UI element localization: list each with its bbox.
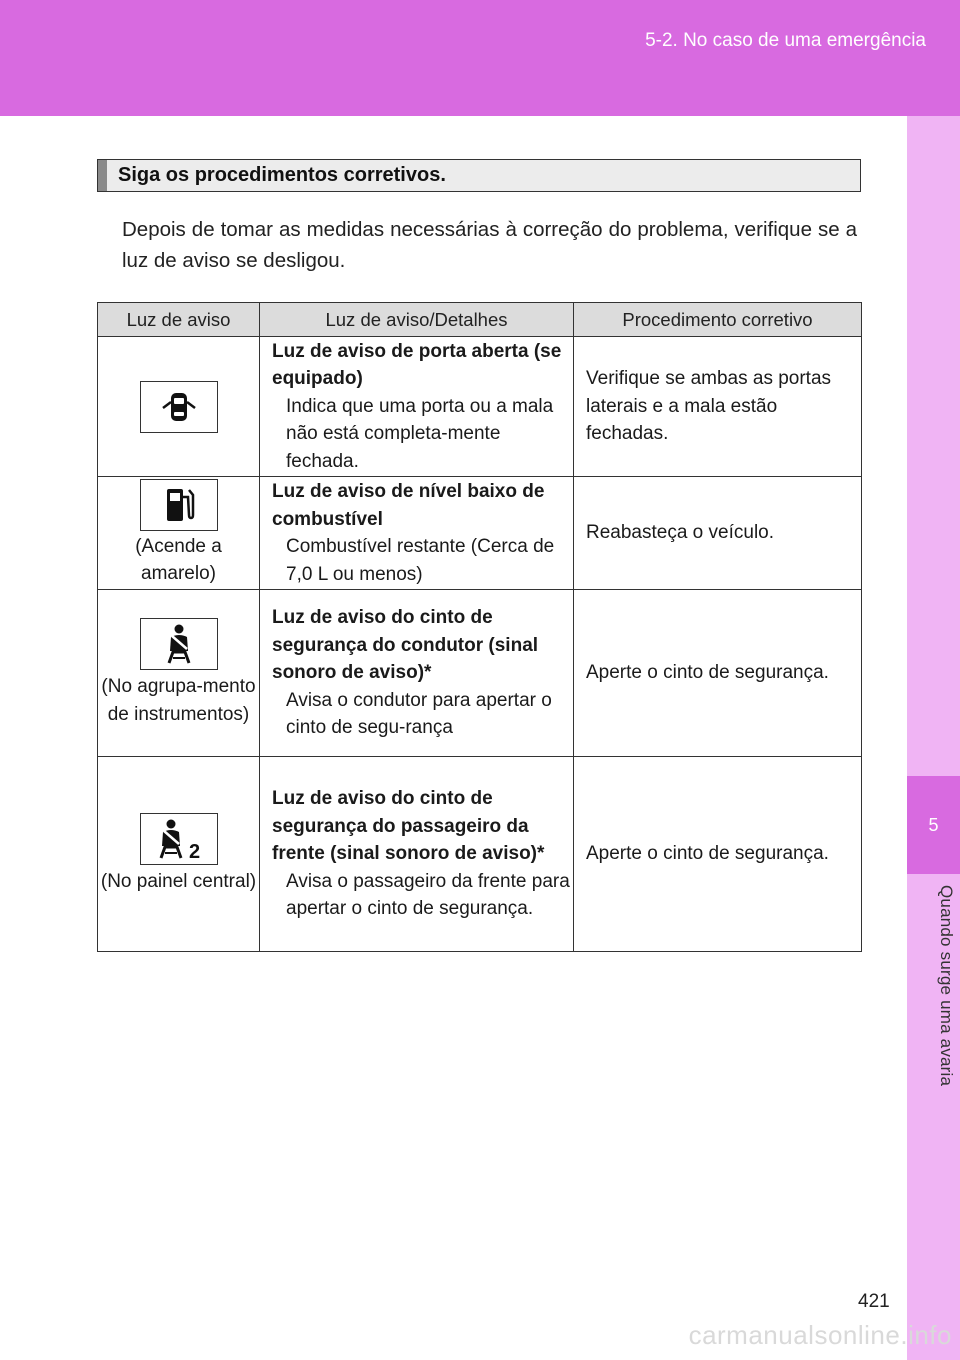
- procedure-cell: [574, 590, 862, 757]
- warning-light-cell: [98, 337, 260, 477]
- warning-description: Avisa o condutor para apertar o cinto de segu-rança: [286, 689, 552, 739]
- procedure-cell: [574, 337, 862, 477]
- seatbelt-driver-icon: [140, 618, 218, 670]
- procedure-text: Aperte o cinto de segurança.: [586, 843, 829, 865]
- details-cell: [260, 477, 574, 590]
- chapter-side-band: [907, 116, 960, 1360]
- svg-text:2: 2: [188, 840, 200, 860]
- table-row: [98, 337, 862, 477]
- page-number: 421: [858, 1291, 890, 1312]
- procedure-text: Verifique se ambas as portas laterais e a mala estão fechadas.: [586, 368, 832, 445]
- header-band: [0, 0, 960, 116]
- watermark: carmanualsonline.info: [688, 1320, 952, 1350]
- section-title: 5-2. No caso de uma emergência: [645, 30, 926, 51]
- table-row: [98, 590, 862, 757]
- procedure-heading: [97, 159, 861, 192]
- warning-light-cell: [98, 590, 260, 757]
- fuel-pump-icon: [140, 479, 218, 531]
- warning-title: Luz de aviso do cinto de segurança do passageiro da frente (sinal sonoro de aviso)*: [272, 788, 545, 865]
- warning-title: Luz de aviso de nível baixo de combustível: [272, 481, 545, 530]
- warning-title: Luz de aviso de porta aberta (se equipado): [272, 340, 562, 390]
- chapter-title: Quando surge uma avaria: [937, 885, 956, 1087]
- heading-marker: [98, 160, 107, 191]
- warning-light-location: (Acende a amarelo): [135, 535, 222, 584]
- procedure-text: Aperte o cinto de segurança.: [586, 662, 829, 684]
- warning-description: Combustível restante (Cerca de 7,0 L ou menos): [286, 536, 555, 585]
- warning-light-location: (No agrupa-mento de instrumentos): [101, 676, 256, 725]
- column-header: Luz de aviso: [98, 303, 260, 337]
- details-cell: [260, 337, 574, 477]
- warning-lights-table: [97, 302, 862, 952]
- procedure-cell: [574, 757, 862, 952]
- chapter-number-tab: 5: [907, 776, 960, 874]
- column-header: Procedimento corretivo: [574, 303, 862, 337]
- table-row: [98, 757, 862, 952]
- column-header: Luz de aviso/Detalhes: [260, 303, 574, 337]
- warning-description: Indica que uma porta ou a mala não está completa-mente fechada.: [286, 395, 554, 472]
- details-cell: [260, 757, 574, 952]
- door-open-warning-icon: [140, 381, 218, 433]
- warning-description: Avisa o passageiro da frente para apertar o cinto de segurança.: [286, 870, 570, 920]
- warning-light-location: (No painel central): [100, 870, 257, 892]
- warning-light-cell: [98, 757, 260, 952]
- procedure-text: Reabasteça o veículo.: [586, 522, 775, 544]
- procedure-cell: [574, 477, 862, 590]
- table-header-row: [98, 303, 862, 337]
- warning-title: Luz de aviso do cinto de segurança do condutor (sinal sonoro de aviso)*: [272, 607, 539, 684]
- warning-light-cell: [98, 477, 260, 590]
- heading-text: Siga os procedimentos corretivos.: [118, 164, 446, 186]
- intro-paragraph: Depois de tomar as medidas necessárias à correção do problema, verifique se a luz de aviso se desligou.: [122, 218, 857, 272]
- seatbelt-passenger-icon: [140, 813, 218, 865]
- table-row: [98, 477, 862, 590]
- details-cell: [260, 590, 574, 757]
